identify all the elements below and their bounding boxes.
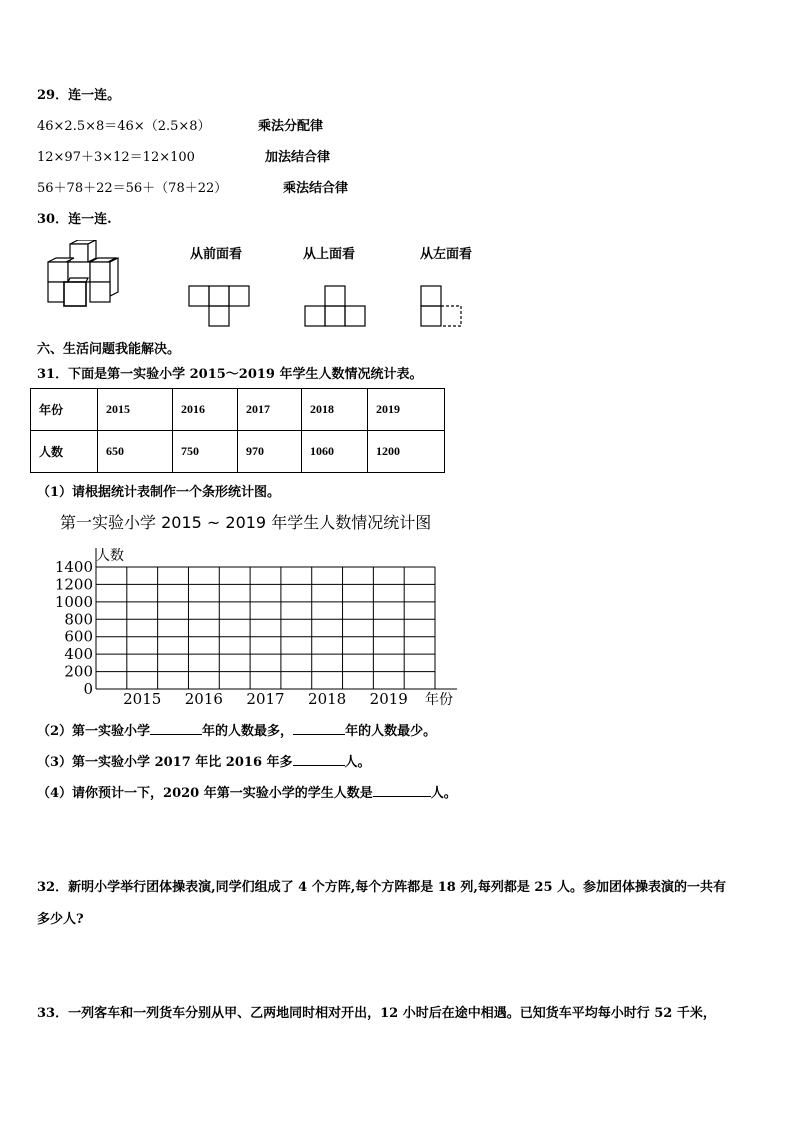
view-top-label: 从上面看 [303, 247, 356, 262]
y-tick-label: 1000 [54, 592, 93, 611]
chart-xlabel: 年份 [425, 692, 453, 708]
bar-chart [30, 540, 470, 710]
x-tick-label: 2015 [123, 690, 162, 708]
top-view-figure [304, 285, 370, 329]
q29-law-1: 乘法分配律 [258, 119, 324, 134]
table-cell: 2017 [238, 389, 302, 431]
table-cell: 970 [238, 431, 302, 473]
table-cell: 2016 [173, 389, 238, 431]
y-tick-label: 600 [64, 627, 93, 646]
y-tick-label: 1400 [54, 558, 93, 576]
x-tick-label: 2018 [308, 690, 347, 708]
answer-blank-most[interactable] [150, 722, 202, 735]
table-cell: 750 [173, 431, 238, 473]
q29-expr-3: 56＋78＋22＝56＋（78＋22） [37, 181, 228, 196]
chart-title: 第一实验小学 2015 ~ 2019 年学生人数情况统计图 [60, 513, 432, 532]
table-cell: 2019 [368, 389, 445, 431]
cube-stack-figure [44, 240, 124, 310]
q32-line1: 32．新明小学举行团体操表演,同学们组成了 4 个方阵,每个方阵都是 18 列,每列都是 25 人。参加团体操表演的一共有 [37, 880, 727, 895]
q29-law-2: 加法结合律 [265, 150, 331, 165]
q33-line1: 33．一列客车和一列货车分别从甲、乙两地同时相对开出，12 小时后在途中相遇。已知货车平均每小时行 52 千米， [37, 1006, 716, 1021]
answer-blank-estimate[interactable] [373, 784, 431, 797]
q31-sub2 [37, 720, 436, 739]
y-tick-label: 200 [64, 662, 93, 681]
q31-sub4-text-b: 人。 [430, 786, 457, 801]
answer-blank-difference[interactable] [293, 753, 345, 766]
front-view-figure [188, 285, 254, 329]
x-tick-label: 2016 [184, 690, 223, 708]
answer-blank-least[interactable] [293, 722, 345, 735]
table-header-year: 年份 [31, 389, 98, 431]
stats-table [30, 388, 445, 473]
q32-line2: 多少人? [37, 912, 84, 927]
table-header-count: 人数 [31, 431, 98, 473]
q29-title: 29．连一连。 [37, 88, 121, 103]
table-row-year [31, 389, 445, 431]
q31-title: 31．下面是第一实验小学 2015～2019 年学生人数情况统计表。 [37, 367, 423, 382]
q31-sub4 [37, 782, 457, 801]
left-view-figure [420, 285, 466, 329]
table-cell: 2015 [98, 389, 173, 431]
view-front-label: 从前面看 [190, 247, 243, 262]
y-tick-label: 1200 [54, 575, 93, 594]
q31-sub4-text-a: （4）请你预计一下，2020 年第一实验小学的学生人数是 [37, 786, 373, 801]
q29-expr-2: 12×97＋3×12＝12×100 [37, 150, 195, 165]
table-cell: 1200 [368, 431, 445, 473]
q31-sub3-text-b: 人。 [344, 755, 371, 770]
q31-sub2-text-b: 年的人数最多， [202, 724, 294, 739]
view-left-label: 从左面看 [420, 247, 473, 262]
q29-expr-1: 46×2.5×8＝46×（2.5×8） [37, 119, 211, 134]
q31-sub2-text-c: 年的人数最少。 [345, 724, 437, 739]
q30-title: 30．连一连. [37, 212, 112, 227]
q29-law-3: 乘法结合律 [283, 181, 349, 196]
y-tick-label: 0 [83, 680, 93, 698]
x-tick-label: 2017 [246, 690, 285, 708]
table-cell: 2018 [302, 389, 368, 431]
q31-sub3-text-a: （3）第一实验小学 2017 年比 2016 年多 [37, 755, 293, 770]
q31-sub1: （1）请根据统计表制作一个条形统计图。 [37, 485, 281, 500]
x-tick-label: 2019 [369, 690, 408, 708]
y-tick-label: 800 [64, 610, 93, 629]
table-cell: 1060 [302, 431, 368, 473]
y-tick-label: 400 [64, 645, 93, 664]
q31-sub2-text-a: （2）第一实验小学 [37, 724, 151, 739]
q31-sub3 [37, 751, 371, 770]
section-6-heading: 六、生活问题我能解决。 [37, 342, 181, 357]
chart-ylabel: 人数 [96, 548, 124, 564]
table-row-count [31, 431, 445, 473]
table-cell: 650 [98, 431, 173, 473]
